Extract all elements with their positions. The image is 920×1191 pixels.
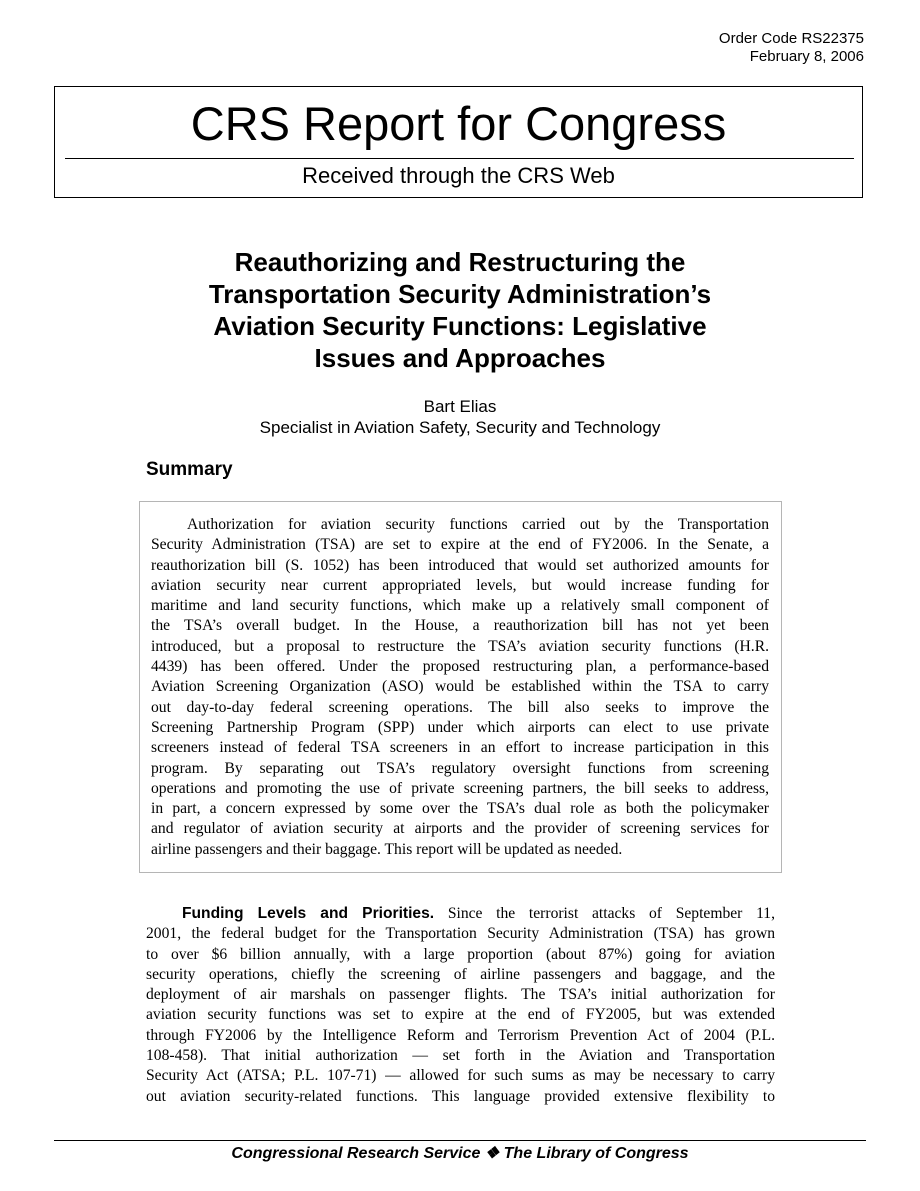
banner-divider: [65, 158, 854, 159]
summary-line: operations and promoting the use of private screening partners, the bill seeks to address,: [151, 779, 769, 797]
document-title-line: Transportation Security Administration’s: [208, 279, 712, 309]
body-paragraph: [146, 904, 775, 1107]
body-first-line-text: Since the terrorist attacks of September 11,: [447, 905, 775, 922]
summary-line: maritime and land security functions, which make up a relatively small component of: [151, 597, 769, 615]
body-first-line: [146, 904, 775, 924]
summary-line: and regulator of aviation security at airports and the provider of screening services for: [151, 820, 769, 838]
body-line: Security Act (ATSA; P.L. 107-71) — allowed for such sums as may be necessary to carry: [146, 1067, 775, 1085]
summary-line: the TSA’s overall budget. In the House, a reauthorization bill has not yet been: [151, 617, 769, 635]
order-code-block: [719, 30, 864, 66]
section-heading: Funding Levels and Priorities.: [182, 905, 435, 922]
summary-paragraph: [151, 515, 769, 860]
summary-line: Security Administration (TSA) are set to expire at the end of FY2006. In the Senate, a: [151, 536, 769, 554]
document-title-line: Issues and Approaches: [314, 343, 606, 373]
summary-line: in part, a concern expressed by some over the TSA’s dual role as both the policymaker: [151, 800, 769, 818]
summary-line: reauthorization bill (S. 1052) has been introduced that would set authorized amounts for: [151, 556, 769, 574]
summary-line: 4439) has been offered. Under the proposed restructuring plan, a performance-based: [151, 658, 769, 676]
document-title-line: Reauthorizing and Restructuring the: [234, 247, 686, 277]
body-line: 108-458). That initial authorization — set forth in the Aviation and Transportation: [146, 1047, 775, 1065]
body-line: security operations, chiefly the screening of airline passengers and baggage, and the: [146, 965, 775, 983]
summary-heading: Summary: [146, 459, 233, 480]
summary-line: program. By separating out TSA’s regulatory oversight functions from screening: [151, 759, 769, 777]
author-title: Specialist in Aviation Safety, Security and Technology: [259, 418, 661, 437]
document-title: [100, 246, 820, 374]
summary-line: introduced, but a proposal to restructure the TSA’s aviation security functions (H.R.: [151, 637, 769, 655]
summary-line: Authorization for aviation security functions carried out by the Transportation: [187, 516, 769, 533]
body-line: to over $6 billion annually, with a large proportion (about 87%) going for aviation: [146, 945, 775, 963]
summary-line: screeners instead of federal TSA screeners in an effort to increase participation in this: [151, 739, 769, 757]
footer-divider: [54, 1140, 866, 1141]
body-line: aviation security functions was set to expire at the end of FY2005, but was extended: [146, 1006, 775, 1024]
report-banner: [54, 86, 863, 198]
report-banner-subtitle: Received through the CRS Web: [302, 163, 615, 188]
body-line: through FY2006 by the Intelligence Reform and Terrorism Prevention Act of 2004 (P.L.: [146, 1026, 775, 1044]
author-block: [100, 396, 820, 438]
summary-box: [139, 501, 782, 873]
summary-line: Aviation Screening Organization (ASO) would be established within the TSA to carry: [151, 678, 769, 696]
body-line: 2001, the federal budget for the Transportation Security Administration (TSA) has grown: [146, 925, 775, 943]
body-line: out aviation security-related functions. This language provided extensive flexibility to: [146, 1087, 775, 1105]
report-banner-title: CRS Report for Congress: [190, 97, 727, 150]
body-line: deployment of air marshals on passenger flights. The TSA’s initial authorization for: [146, 986, 775, 1004]
summary-line: aviation security near current appropriated levels, but would increase funding for: [151, 576, 769, 594]
author-name: Bart Elias: [423, 397, 497, 416]
summary-line: airline passengers and their baggage. This report will be updated as needed.: [151, 840, 623, 858]
summary-line: out day-to-day federal screening operations. The bill also seeks to improve the: [151, 698, 769, 716]
report-date: February 8, 2006: [749, 48, 864, 65]
document-title-line: Aviation Security Functions: Legislative: [213, 311, 707, 341]
summary-line: Screening Partnership Program (SPP) under which airports can elect to use private: [151, 718, 769, 736]
footer-text: Congressional Research Service ❖ The Library of Congress: [231, 1145, 689, 1162]
order-code: Order Code RS22375: [718, 30, 864, 47]
